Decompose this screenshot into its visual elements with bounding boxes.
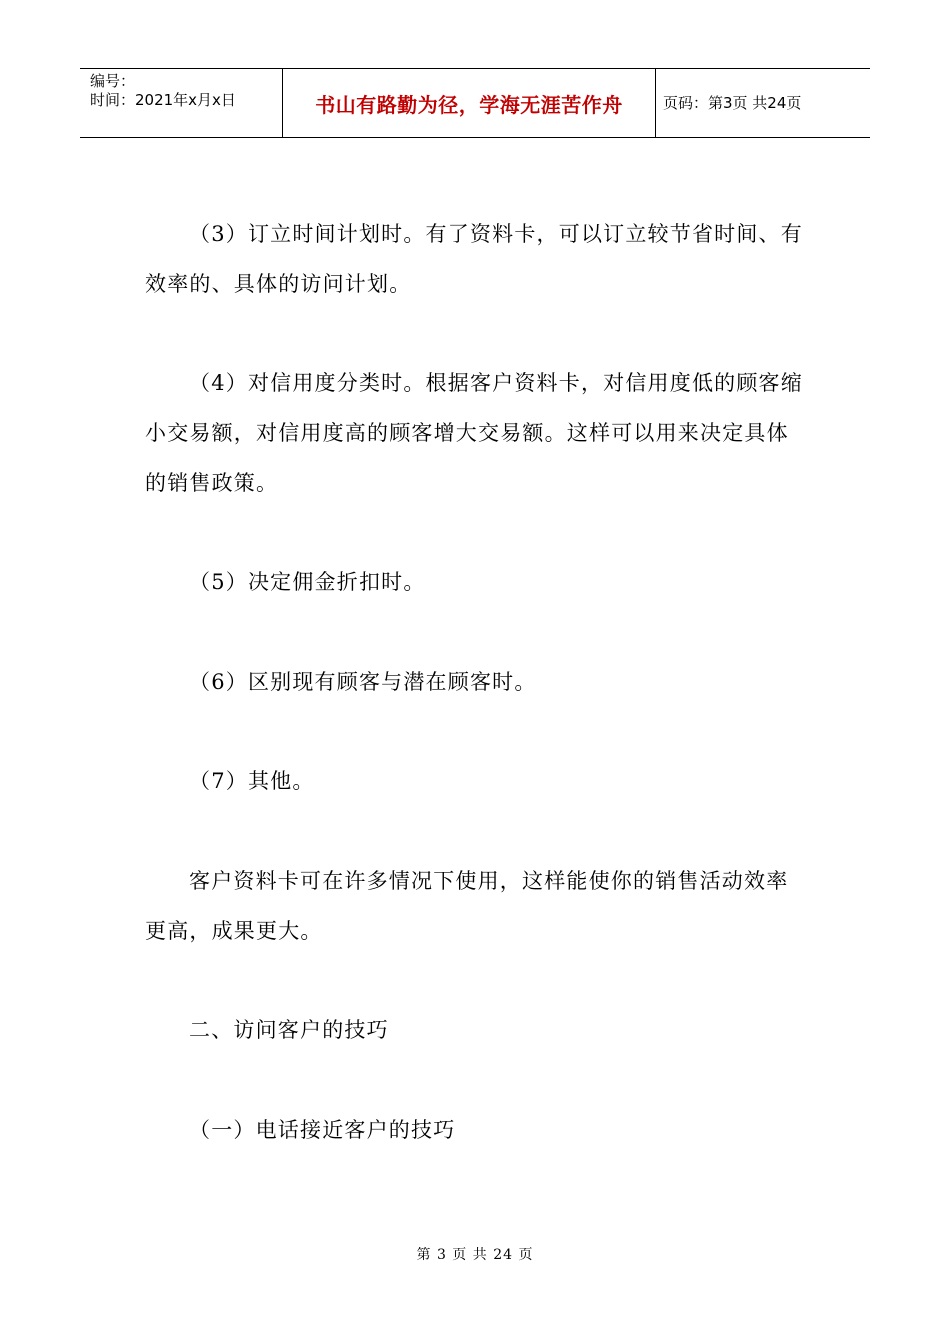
paragraph-item-7: （7）其他。 bbox=[189, 769, 315, 793]
header-motto-cell bbox=[282, 69, 656, 137]
header-page-cell bbox=[655, 69, 870, 137]
document-header bbox=[80, 68, 870, 138]
section-heading: 二、访问客户的技巧 bbox=[189, 1018, 389, 1042]
page-info: 页码：第3页 共24页 bbox=[663, 94, 802, 112]
header-meta-cell bbox=[80, 69, 282, 137]
number-label: 编号： bbox=[90, 72, 136, 90]
subsection-heading: （一）电话接近客户的技巧 bbox=[189, 1118, 456, 1142]
paragraph-item-5: （5）决定佣金折扣时。 bbox=[189, 570, 426, 594]
motto-text: 书山有路勤为径，学海无涯苦作舟 bbox=[315, 92, 623, 117]
paragraph-item-6: （6）区别现有顾客与潜在顾客时。 bbox=[189, 670, 537, 694]
paragraph-summary: 客户资料卡可在许多情况下使用，这样能使你的销售活动效率更高，成果更大。 bbox=[145, 869, 789, 943]
paragraph-item-3: （3）订立时间计划时。有了资料卡，可以订立较节省时间、有效率的、具体的访问计划。 bbox=[145, 222, 803, 296]
time-label: 时间：2021年x月x日 bbox=[90, 91, 236, 109]
page-footer: 第 3 页 共 24 页 bbox=[416, 1247, 534, 1263]
paragraph-item-4: （4）对信用度分类时。根据客户资料卡，对信用度低的顾客缩小交易额，对信用度高的顾客增大交易额。这样可以用来决定具体的销售政策。 bbox=[145, 371, 803, 495]
